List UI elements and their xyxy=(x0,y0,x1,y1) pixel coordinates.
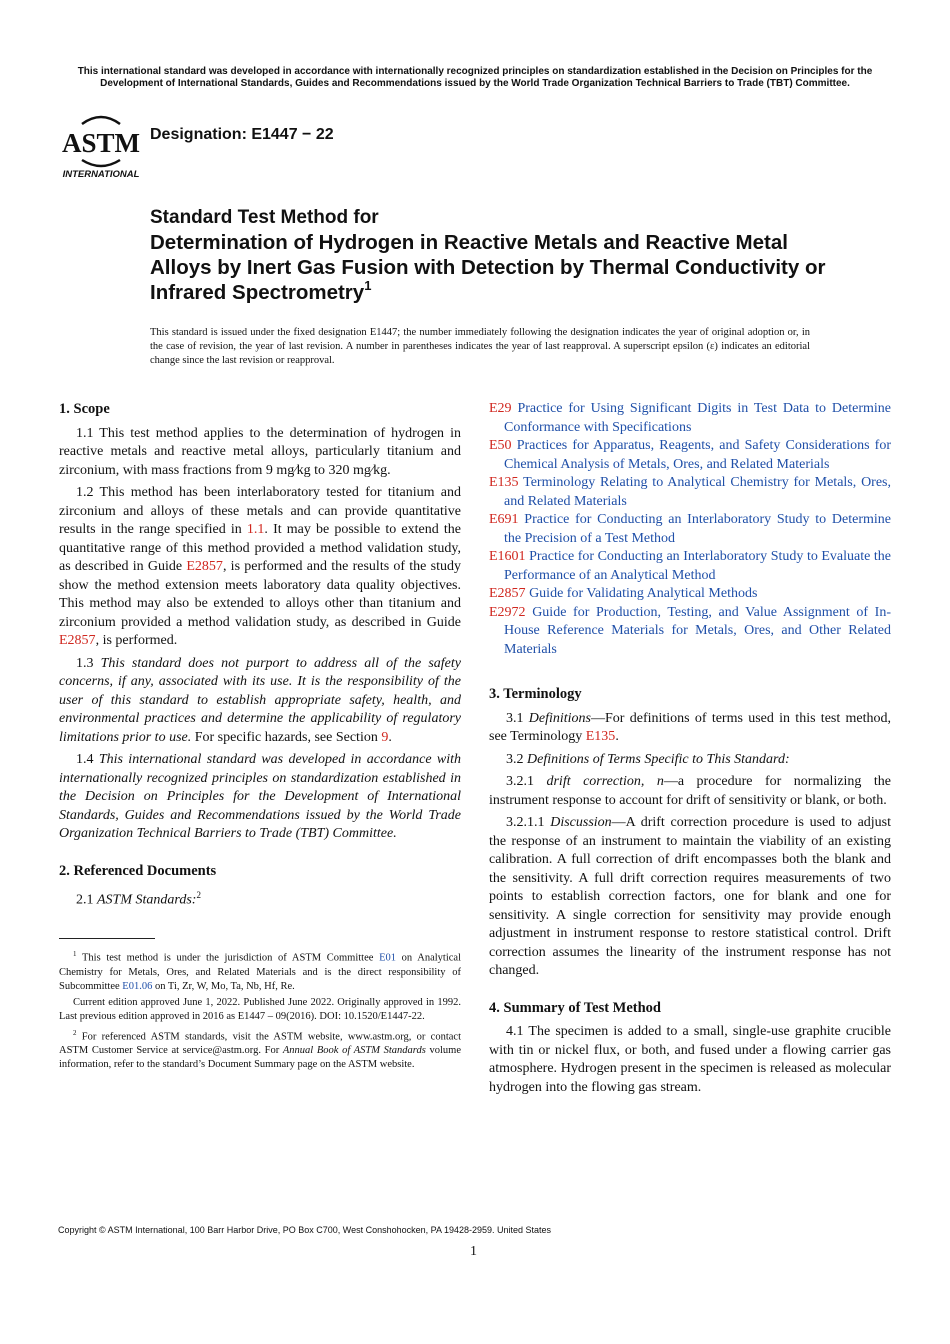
para-3-2 xyxy=(489,751,891,770)
para-3-1 xyxy=(489,710,891,747)
para-3-2-1-1-num: 3.2.1.1 xyxy=(506,815,551,830)
tbt-notice: This international standard was developed in accordance with internationally recognized principles on standardization established in the Decision on Principles for the Development of International Standards, Guides and Recommendations issued by the World Trade Organization Technical Barriers to Trade (TBT) Committee. xyxy=(77,66,873,89)
para-1-2-text-b: . It may be possible to extend the quantitative range of this method provided a method validation study, as described in Guide xyxy=(59,522,461,574)
reference-title[interactable]: Terminology Relating to Analytical Chemistry for Metals, Ores, and Related Materials xyxy=(504,475,891,509)
title-footnote-mark: 1 xyxy=(364,278,372,293)
reference-code-link[interactable]: E1601 xyxy=(489,549,526,564)
footnote-1 xyxy=(59,947,461,994)
footnote-edition: Current edition approved June 1, 2022. Published June 2022. Originally approved in 1992. Last previous edition approved in 2016 as E1447 – 09(2016). DOI: 10.1520/E1447-22. xyxy=(59,996,461,1022)
para-1-2-text-a: 1.2 This method has been interlaboratory tested for titanium and zirconium and alloys of these metals and can provide quantitative results in the range specified in xyxy=(59,485,461,537)
para-1-2-text-d: , is performed. xyxy=(95,633,178,648)
para-3-2-1 xyxy=(489,773,891,810)
reference-code-link[interactable]: E691 xyxy=(489,512,519,527)
para-2-1-num: 2.1 xyxy=(76,892,97,908)
reference-item xyxy=(489,585,891,604)
reference-item xyxy=(489,437,891,474)
link-section-9[interactable]: 9 xyxy=(381,729,389,745)
reference-title[interactable]: Practice for Using Significant Digits in Test Data to Determine Conformance with Specifications xyxy=(504,401,891,435)
title-main: Determination of Hydrogen in Reactive Metals and Reactive Metal Alloys by Inert Gas Fusion with Detection by Thermal Conductivity or Infrared Spectrometry xyxy=(150,231,826,304)
reference-title[interactable]: Guide for Production, Testing, and Value Assignment of In-House Reference Materials for Metals, Ores, and Other Related Materials xyxy=(504,604,891,657)
link-subcommittee-e01-06[interactable]: E01.06 xyxy=(122,980,153,992)
para-1-4-italic: This international standard was developed in accordance with internationally recognized principles on standardization established in the Decision on Principles for the Development of International Standards, Guides and Recommendations issued by the World Trade Organization Technical Barriers to Trade (TBT) Committee. xyxy=(59,752,462,841)
para-1-3-end: . xyxy=(388,729,392,745)
designation: Designation: E1447 − 22 xyxy=(150,126,334,143)
section-heading-terminology: 3. Terminology xyxy=(489,686,582,702)
left-column xyxy=(59,400,461,1074)
para-3-2-num: 3.2 xyxy=(506,751,527,767)
para-1-3-num: 1.3 xyxy=(76,655,101,671)
para-3-2-1-1 xyxy=(489,814,891,981)
para-3-1-end: . xyxy=(615,729,619,744)
document-title xyxy=(150,206,850,305)
footnote-1-text-c: on Ti, Zr, W, Mo, Ta, Nb, Hf, Re. xyxy=(152,980,295,992)
title-line-1: Standard Test Method for xyxy=(150,207,379,228)
reference-code-link[interactable]: E29 xyxy=(489,401,512,416)
issued-statement: This standard is issued under the fixed designation E1447; the number immediately following the designation indicates the year of original adoption or, in the case of revision, the year of last revision. A number in parentheses indicates the year of last reapproval. A superscript epsilon (ε) indicates an editorial change since the last revision or reapproval. xyxy=(150,327,810,366)
para-1-3-italic: This standard does not purport to address all of the safety concerns, if any, associated with its use. It is the responsibility of the user of this standard to establish appropriate safety, health, and environmental practices and determine the applicability of regulatory limitations prior to use. xyxy=(59,655,462,745)
footnote-2-text-b: volume information, refer to the standard’s Document Summary page on the ASTM website. xyxy=(59,1045,461,1071)
para-2-1-italic: ASTM Standards: xyxy=(97,892,197,908)
para-1-4-num: 1.4 xyxy=(76,752,99,767)
para-1-3 xyxy=(59,655,461,748)
link-e2857[interactable]: E2857 xyxy=(59,633,96,648)
footnote-2-text-a: For referenced ASTM standards, visit the ASTM website, www.astm.org, or contact ASTM Customer Service at service@astm.org. For xyxy=(59,1031,461,1057)
astm-logo xyxy=(60,108,142,180)
para-4-1: 4.1 The specimen is added to a small, single-use graphite crucible with tin or nickel flux, or both, and fused under a flowing carrier gas atmosphere. Hydrogen present in the specimen is released as molecular hydrogen into the flowing gas stream. xyxy=(489,1024,891,1095)
link-e2857[interactable]: E2857 xyxy=(186,559,223,574)
logo-org: INTERNATIONAL xyxy=(62,169,140,180)
reference-code-link[interactable]: E135 xyxy=(489,475,519,490)
right-column xyxy=(489,400,891,1101)
para-3-2-italic: Definitions of Terms Specific to This Standard: xyxy=(527,751,790,767)
para-3-1-text: —For definitions of terms used in this test method, see Terminology xyxy=(489,710,892,744)
para-1-3-text: For specific hazards, see Section xyxy=(191,729,382,745)
link-e135[interactable]: E135 xyxy=(585,729,616,744)
page-number: 1 xyxy=(470,1244,477,1259)
para-3-2-1-text: —a procedure for normalizing the instrument response to account for drift of sensitivity or blank, or both. xyxy=(489,774,892,808)
footnote-1-text-b: on Analytical Chemistry for Metals, Ores, and Related Materials and is the direct responsibility of Subcommittee xyxy=(59,952,462,992)
reference-item xyxy=(489,511,891,548)
footnote-1-text-a: This test method is under the jurisdiction of ASTM Committee xyxy=(82,952,380,964)
para-3-1-num: 3.1 xyxy=(506,710,529,726)
para-1-1: 1.1 This test method applies to the determination of hydrogen in reactive metals and reactive metal alloys, particularly titanium and zirconium, with mass fractions from 9 mg⁄kg to 320 mg⁄kg. xyxy=(59,425,461,478)
reference-item xyxy=(489,604,891,660)
reference-title[interactable]: Guide for Validating Analytical Methods xyxy=(525,586,758,601)
section-heading-summary: 4. Summary of Test Method xyxy=(489,999,661,1016)
reference-item xyxy=(489,548,891,585)
reference-item xyxy=(489,400,891,437)
reference-item xyxy=(489,474,891,511)
para-3-2-1-italic: drift correction, n xyxy=(546,774,664,789)
footnote-1-mark: 1 xyxy=(73,950,77,959)
section-heading-scope: 1. Scope xyxy=(59,401,110,417)
link-committee-e01[interactable]: E01 xyxy=(379,952,396,964)
copyright-line: Copyright © ASTM International, 100 Barr Harbor Drive, PO Box C700, West Conshohocken, PA 19428-2959. United States xyxy=(58,1225,552,1235)
para-2-1 xyxy=(59,886,461,910)
footnote-ref-2: 2 xyxy=(196,890,201,900)
reference-code-link[interactable]: E2972 xyxy=(489,604,526,620)
link-section-1-1[interactable]: 1.1 xyxy=(246,522,265,537)
footnote-2 xyxy=(59,1026,461,1073)
reference-code-link[interactable]: E2857 xyxy=(489,586,526,601)
reference-list xyxy=(489,400,891,659)
para-1-2 xyxy=(59,484,461,651)
footnote-2-italic: Annual Book of ASTM Standards xyxy=(282,1045,426,1057)
para-3-2-1-1-italic: Discussion xyxy=(550,815,612,830)
para-3-2-1-1-text: —A drift correction procedure is used to adjust the response of an instrument to maintain the viability of an existing calibration. A full correction of drift encompasses both the blank and the sensitivity. A full drift correction requires measurements of two points to establish correction factors, one for blank and one for sensitivity. A single correction for sensitivity may provide enough adjustment in instrument response to restore statistical control. Drift correction assumes the linearity of the instrument response has not changed. xyxy=(489,815,892,978)
section-heading-refdocs: 2. Referenced Documents xyxy=(59,862,217,879)
title-line-2 xyxy=(150,230,850,305)
para-3-1-italic: Definitions xyxy=(528,710,592,726)
para-1-2-text-c: , is performed and the results of the study show the method extension meets laboratory data quality objectives. This method may also be extended to alloys other than titanium and zirconium provided a method validation study, as described in Guide xyxy=(59,559,461,630)
para-1-4 xyxy=(59,751,461,844)
para-3-2-1-num: 3.2.1 xyxy=(506,774,547,789)
reference-title[interactable]: Practice for Conducting an Interlaboratory Study to Determine the Precision of a Test Method xyxy=(504,512,891,546)
footnote-2-mark: 2 xyxy=(73,1028,77,1037)
reference-title[interactable]: Practice for Conducting an Interlaboratory Study to Evaluate the Performance of an Analytical Method xyxy=(504,549,891,583)
reference-title[interactable]: Practices for Apparatus, Reagents, and Safety Considerations for Chemical Analysis of Metals, Ores, and Related Materials xyxy=(504,438,891,472)
logo-letters: ASTM xyxy=(61,128,141,158)
footnote-divider xyxy=(59,938,155,939)
reference-code-link[interactable]: E50 xyxy=(489,438,512,453)
